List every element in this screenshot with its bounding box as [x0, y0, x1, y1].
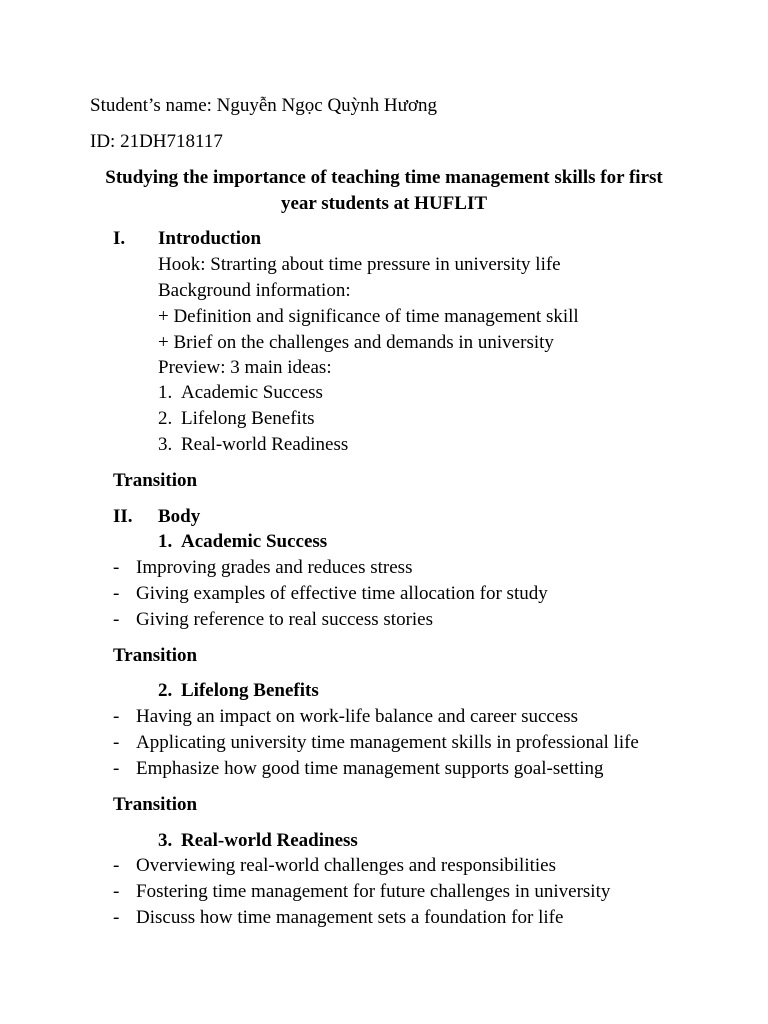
bullet-dash: -: [113, 583, 120, 604]
intro-numeral: I.: [113, 228, 126, 249]
section-number: 1.: [158, 531, 173, 552]
section-point: Improving grades and reduces stress: [136, 557, 413, 578]
section-number: 3.: [158, 830, 173, 851]
bullet-dash: -: [113, 881, 120, 902]
section-heading: Academic Success: [181, 531, 328, 552]
body-numeral: II.: [113, 506, 133, 527]
bullet-dash: -: [113, 557, 120, 578]
intro-background: Background information:: [158, 280, 351, 301]
intro-idea-number: 3.: [158, 434, 173, 455]
section-point: Applicating university time management skills in professional life: [136, 732, 639, 753]
intro-background-point: + Brief on the challenges and demands in university: [158, 332, 554, 353]
bullet-dash: -: [113, 907, 120, 928]
intro-idea-text: Academic Success: [181, 382, 323, 403]
intro-idea-text: Lifelong Benefits: [181, 408, 315, 429]
section-point: Giving reference to real success stories: [136, 609, 434, 630]
transition-label: Transition: [113, 794, 198, 815]
section-point: Giving examples of effective time allocation for study: [136, 583, 548, 604]
body-heading: Body: [158, 506, 201, 527]
bullet-dash: -: [113, 732, 120, 753]
section-point: Overviewing real-world challenges and responsibilities: [136, 855, 556, 876]
section-number: 2.: [158, 680, 173, 701]
intro-hook: Hook: Strarting about time pressure in university life: [158, 254, 561, 275]
section-heading: Real-world Readiness: [181, 830, 358, 851]
intro-idea-number: 2.: [158, 408, 173, 429]
bullet-dash: -: [113, 758, 120, 779]
section-heading: Lifelong Benefits: [181, 680, 319, 701]
bullet-dash: -: [113, 609, 120, 630]
section-point: Discuss how time management sets a foundation for life: [136, 907, 564, 928]
student-name: Student’s name: Nguyễn Ngọc Quỳnh Hương: [90, 95, 438, 116]
intro-idea-number: 1.: [158, 382, 173, 403]
bullet-dash: -: [113, 706, 120, 727]
section-point: Fostering time management for future challenges in university: [136, 881, 611, 902]
intro-background-point: + Definition and significance of time management skill: [158, 306, 579, 327]
section-point: Emphasize how good time management supports goal-setting: [136, 758, 604, 779]
document-title: Studying the importance of teaching time management skills for first year students at HUFLIT: [105, 167, 663, 214]
transition-label: Transition: [113, 645, 198, 666]
intro-preview: Preview: 3 main ideas:: [158, 357, 332, 378]
intro-heading: Introduction: [158, 228, 262, 249]
intro-idea-text: Real-world Readiness: [181, 434, 349, 455]
student-id: ID: 21DH718117: [90, 131, 223, 152]
section-point: Having an impact on work-life balance and career success: [136, 706, 579, 727]
bullet-dash: -: [113, 855, 120, 876]
transition-label: Transition: [113, 470, 198, 491]
